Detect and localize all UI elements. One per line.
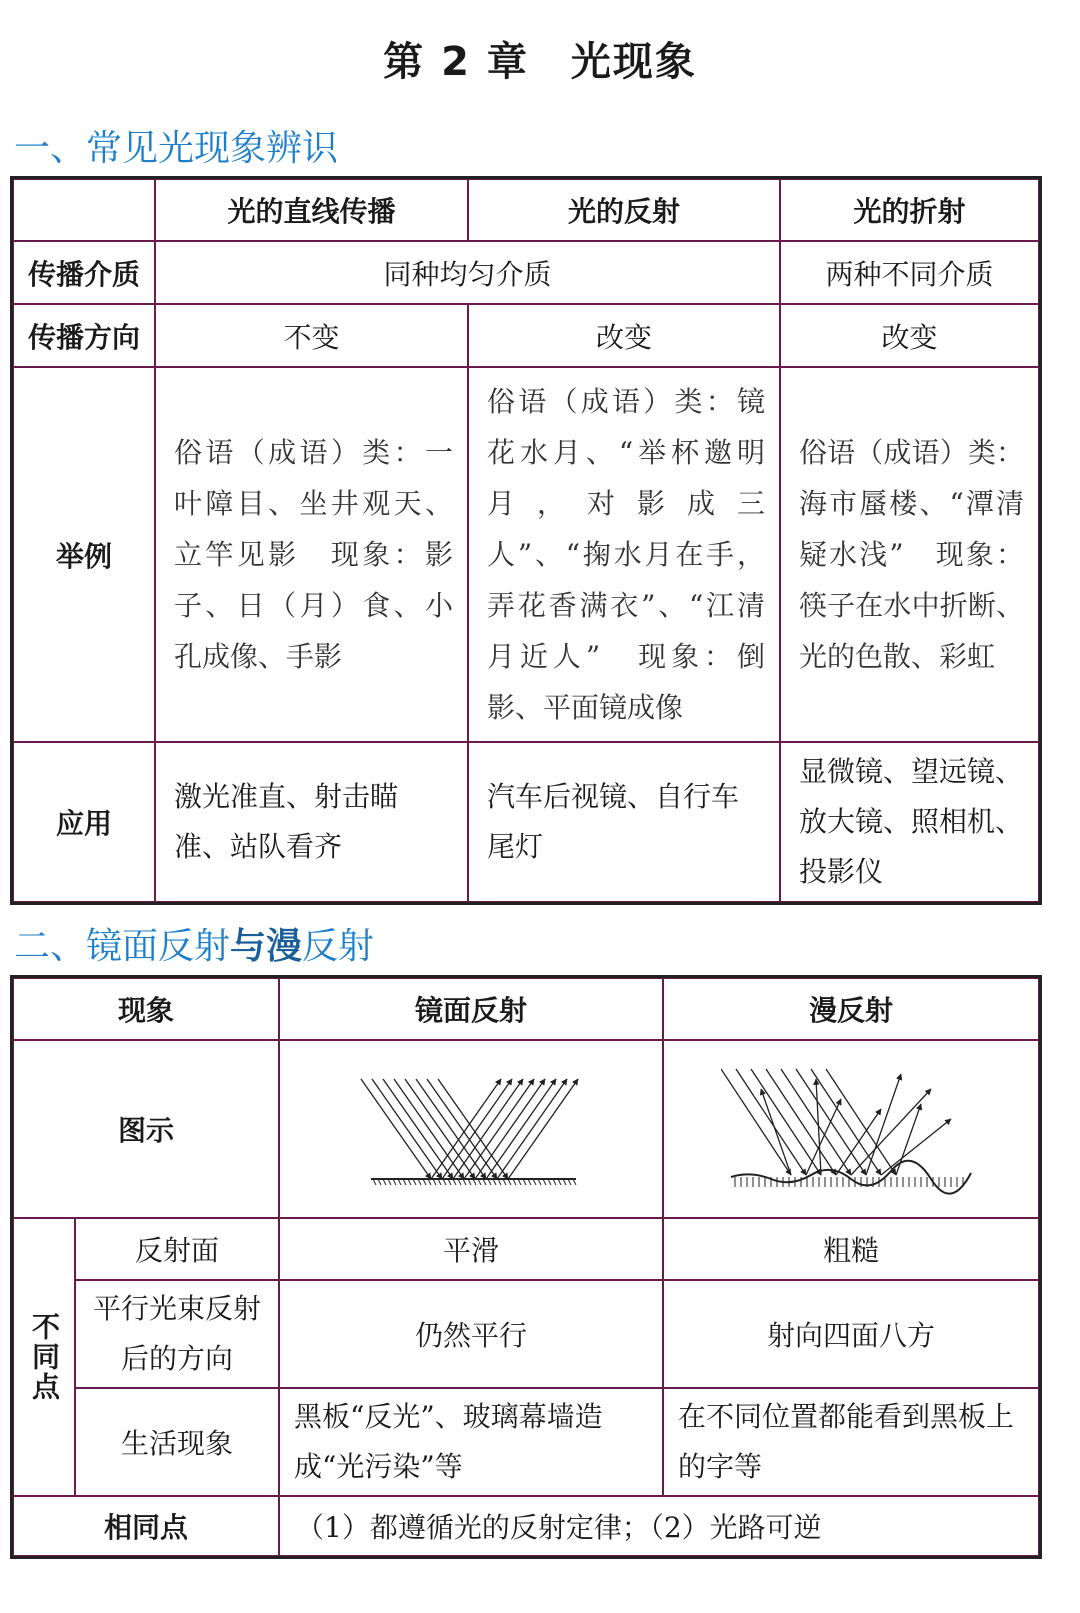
row-label-daily-life: 生活现象 xyxy=(75,1388,279,1496)
header-diffuse: 漫反射 xyxy=(663,978,1039,1040)
reflection-comparison-table xyxy=(12,977,1040,1557)
surface-specular: 平滑 xyxy=(279,1218,663,1280)
applications-refraction: 显微镜、望远镜、放大镜、照相机、投影仪 xyxy=(780,742,1039,902)
direction-refraction: 改变 xyxy=(780,304,1039,367)
incident-ray xyxy=(766,1069,836,1175)
reflected-ray xyxy=(497,1079,567,1179)
direction-straight: 不变 xyxy=(155,304,468,367)
incident-ray xyxy=(394,1079,464,1179)
incident-ray xyxy=(427,1079,497,1179)
direction-after-specular: 仍然平行 xyxy=(279,1280,663,1388)
medium-shared: 同种均匀介质 xyxy=(155,241,780,304)
examples-reflection: 俗语（成语）类：镜花水月、“举杯邀明月，对影成三人”、“掬水月在手，弄花香满衣”、“江清月近人” 现象：倒影、平面镜成像 xyxy=(468,367,780,742)
specular-diagram-cell xyxy=(279,1040,663,1218)
diffuse-diagram-cell xyxy=(663,1040,1039,1218)
direction-reflection: 改变 xyxy=(468,304,780,367)
differences-label: 不同点 xyxy=(28,1312,61,1402)
same-points: （1）都遵循光的反射定律；（2）光路可逆 xyxy=(279,1496,1039,1556)
incident-ray xyxy=(383,1079,453,1179)
daily-life-specular: 黑板“反光”、玻璃幕墙造成“光污染”等 xyxy=(279,1388,663,1496)
reflected-ray xyxy=(442,1079,512,1179)
light-phenomena-table xyxy=(12,178,1040,903)
row-label-direction: 传播方向 xyxy=(13,304,155,367)
incident-ray xyxy=(811,1069,881,1175)
incident-ray xyxy=(826,1069,896,1175)
incident-ray xyxy=(361,1079,431,1179)
reflected-ray xyxy=(453,1079,523,1179)
applications-straight: 激光准直、射击瞄准、站队看齐 xyxy=(155,742,468,902)
row-label-surface: 反射面 xyxy=(75,1218,279,1280)
row-label-applications: 应用 xyxy=(13,742,155,902)
incident-ray xyxy=(721,1069,791,1175)
corner-cell xyxy=(13,179,155,241)
incident-ray xyxy=(736,1069,806,1175)
rough-surface xyxy=(731,1161,971,1194)
incident-ray xyxy=(438,1079,508,1179)
row-label-same: 相同点 xyxy=(13,1496,279,1556)
reflected-ray xyxy=(475,1079,545,1179)
diffuse-reflection-diagram xyxy=(721,1059,981,1199)
section-heading-2-part-a: 二、镜面反射 xyxy=(14,926,231,967)
differences-group-cell xyxy=(13,1218,75,1496)
row-label-examples: 举例 xyxy=(13,367,155,742)
page-title: 第 2 章 光现象 xyxy=(383,39,697,85)
reflected-ray xyxy=(486,1079,556,1179)
header-specular: 镜面反射 xyxy=(279,978,663,1040)
examples-refraction: 俗语（成语）类：海市蜃楼、“潭清疑水浅” 现象：筷子在水中折断、光的色散、彩虹 xyxy=(780,367,1039,742)
applications-reflection: 汽车后视镜、自行车尾灯 xyxy=(468,742,780,902)
section-heading-2 xyxy=(14,918,374,969)
header-phenomenon: 现象 xyxy=(13,978,279,1040)
row-label-medium: 传播介质 xyxy=(13,241,155,304)
daily-life-diffuse: 在不同位置都能看到黑板上的字等 xyxy=(663,1388,1039,1496)
section-heading-1: 一、常见光现象辨识 xyxy=(14,128,339,169)
incident-ray xyxy=(416,1079,486,1179)
row-label-diagram: 图示 xyxy=(13,1040,279,1218)
direction-after-diffuse: 射向四面八方 xyxy=(663,1280,1039,1388)
incident-ray xyxy=(405,1079,475,1179)
reflected-ray xyxy=(464,1079,534,1179)
examples-straight: 俗语（成语）类：一叶障目、坐井观天、立竿见影 现象：影子、日（月）食、小孔成像、手影 xyxy=(155,367,468,742)
reflected-ray xyxy=(431,1079,501,1179)
medium-refraction: 两种不同介质 xyxy=(780,241,1039,304)
incident-ray xyxy=(796,1069,866,1175)
incident-ray xyxy=(372,1079,442,1179)
scattered-ray xyxy=(816,1079,821,1175)
row-label-direction-after: 平行光束反射后的方向 xyxy=(75,1280,279,1388)
surface-diffuse: 粗糙 xyxy=(663,1218,1039,1280)
section-heading-2-part-b: 与漫 xyxy=(230,926,303,967)
specular-reflection-diagram xyxy=(351,1059,591,1199)
header-refraction: 光的折射 xyxy=(780,179,1039,241)
scattered-ray xyxy=(881,1119,951,1175)
section-heading-2-part-c: 反射 xyxy=(302,926,375,967)
scattered-ray xyxy=(761,1089,791,1175)
header-reflection: 光的反射 xyxy=(468,179,780,241)
header-straight-line: 光的直线传播 xyxy=(155,179,468,241)
reflected-ray xyxy=(508,1079,578,1179)
